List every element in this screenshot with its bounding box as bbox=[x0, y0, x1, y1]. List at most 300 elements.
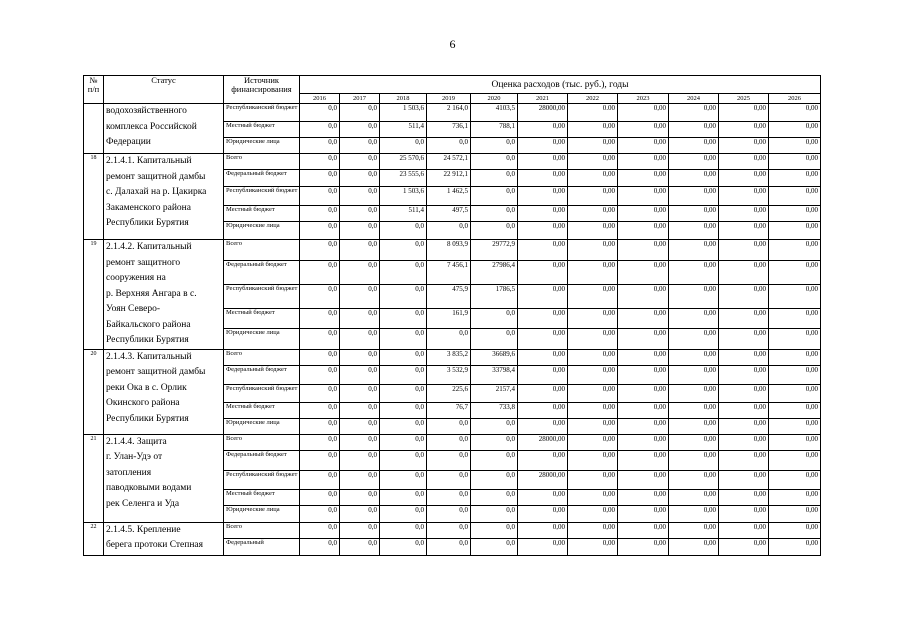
value-cell-2024 bbox=[669, 261, 719, 285]
value-cell-2022 bbox=[568, 170, 618, 187]
status-line: 2.1.4.4. Защита bbox=[106, 436, 167, 447]
value-cell-2026 bbox=[769, 450, 821, 470]
value-cell-2024 bbox=[669, 240, 719, 261]
status-line: ремонт защитной дамбы bbox=[106, 171, 206, 182]
value-text: 0,0 bbox=[506, 329, 515, 338]
value-cell-2016 bbox=[300, 384, 340, 402]
status-cell bbox=[104, 349, 224, 434]
value-text: 0,0 bbox=[328, 222, 337, 230]
value-cell-2024 bbox=[669, 489, 719, 505]
value-text: 0,00 bbox=[805, 122, 818, 130]
value-cell-2016 bbox=[300, 222, 340, 240]
value-text: 0,0 bbox=[415, 522, 424, 531]
value-text: 511,4 bbox=[408, 206, 424, 214]
value-text: 0,00 bbox=[703, 365, 716, 374]
value-text: 0,0 bbox=[328, 170, 337, 178]
value-cell-2023 bbox=[618, 538, 669, 555]
value-text: 0,0 bbox=[459, 505, 468, 514]
value-cell-2025 bbox=[719, 261, 769, 285]
value-cell-2022 bbox=[568, 206, 618, 222]
value-text: 0,00 bbox=[552, 349, 565, 358]
value-text: 0,00 bbox=[703, 187, 716, 195]
value-text: 0,00 bbox=[753, 104, 766, 112]
value-text: 1 503,6 bbox=[403, 187, 424, 195]
value-cell-2026 bbox=[769, 538, 821, 555]
value-cell-2016 bbox=[300, 329, 340, 349]
value-text: 0,0 bbox=[328, 522, 337, 531]
value-text: 0,00 bbox=[703, 309, 716, 318]
value-cell-2017 bbox=[340, 122, 380, 138]
value-cell-2024 bbox=[669, 170, 719, 187]
value-text: 0,0 bbox=[506, 538, 515, 547]
value-cell-2019 bbox=[427, 365, 471, 384]
value-text: 0,00 bbox=[805, 384, 818, 393]
funding-source: Федеральный бюджет bbox=[224, 261, 300, 285]
value-text: 0,00 bbox=[703, 206, 716, 214]
value-text: 0,00 bbox=[703, 470, 716, 479]
value-cell-2016 bbox=[300, 240, 340, 261]
value-text: 0,0 bbox=[459, 470, 468, 479]
value-cell-2023 bbox=[618, 122, 669, 138]
value-cell-2022 bbox=[568, 402, 618, 418]
value-cell-2016 bbox=[300, 402, 340, 418]
value-text: 0,00 bbox=[753, 505, 766, 514]
value-cell-2019 bbox=[427, 122, 471, 138]
value-text: 0,00 bbox=[703, 489, 716, 498]
value-text: 0,0 bbox=[506, 154, 515, 162]
value-cell-2017 bbox=[340, 309, 380, 329]
value-cell-2024 bbox=[669, 470, 719, 489]
value-cell-2016 bbox=[300, 206, 340, 222]
value-cell-2024 bbox=[669, 349, 719, 365]
status-line: ремонт защитного bbox=[106, 257, 181, 268]
value-text: 0,00 bbox=[805, 240, 818, 248]
value-cell-2019 bbox=[427, 285, 471, 309]
value-cell-2018 bbox=[380, 365, 427, 384]
value-cell-2021 bbox=[518, 349, 568, 365]
value-cell-2022 bbox=[568, 450, 618, 470]
year-header-2017: 2017 bbox=[340, 94, 380, 104]
funding-source: Всего bbox=[224, 349, 300, 365]
value-text: 0,0 bbox=[368, 538, 377, 547]
value-text: 0,00 bbox=[703, 349, 716, 358]
value-text: 0,00 bbox=[602, 489, 615, 498]
value-text: 0,0 bbox=[368, 349, 377, 358]
value-cell-2019 bbox=[427, 434, 471, 450]
value-text: 0,00 bbox=[602, 261, 615, 270]
value-cell-2016 bbox=[300, 418, 340, 434]
value-cell-2025 bbox=[719, 402, 769, 418]
value-text: 0,00 bbox=[753, 222, 766, 230]
value-text: 0,0 bbox=[415, 138, 424, 146]
value-text: 0,00 bbox=[653, 261, 666, 270]
value-text: 27986,4 bbox=[492, 261, 515, 270]
value-text: 0,00 bbox=[753, 434, 766, 443]
value-cell-2017 bbox=[340, 434, 380, 450]
page-number: 6 bbox=[449, 37, 456, 51]
value-text: 0,00 bbox=[753, 261, 766, 270]
status-line: затопления bbox=[106, 467, 152, 478]
value-text: 0,0 bbox=[328, 104, 337, 112]
value-cell-2023 bbox=[618, 384, 669, 402]
status-line: берега протоки Степная bbox=[106, 540, 204, 550]
value-cell-2020 bbox=[471, 206, 518, 222]
value-cell-2023 bbox=[618, 309, 669, 329]
value-text: 8 093,9 bbox=[447, 240, 468, 248]
status-line: с. Далахай на р. Цакирка bbox=[106, 187, 207, 197]
value-cell-2026 bbox=[769, 365, 821, 384]
value-cell-2018 bbox=[380, 240, 427, 261]
value-text: 0,00 bbox=[602, 154, 615, 162]
value-text: 0,0 bbox=[328, 450, 337, 459]
value-cell-2026 bbox=[769, 240, 821, 261]
value-cell-2021 bbox=[518, 434, 568, 450]
value-text: 0,00 bbox=[805, 505, 818, 514]
funding-source: Республиканский бюджет bbox=[224, 384, 300, 402]
value-text: 0,0 bbox=[415, 402, 424, 411]
funding-source: Республиканский бюджет bbox=[224, 470, 300, 489]
value-cell-2020 bbox=[471, 450, 518, 470]
value-cell-2017 bbox=[340, 154, 380, 170]
value-text: 7 456,1 bbox=[447, 261, 468, 270]
value-cell-2016 bbox=[300, 505, 340, 522]
value-cell-2024 bbox=[669, 538, 719, 555]
value-cell-2026 bbox=[769, 402, 821, 418]
status-line: комплекса Российской bbox=[106, 121, 197, 132]
funding-source: Всего bbox=[224, 154, 300, 170]
status-cell bbox=[104, 240, 224, 350]
value-text: 0,0 bbox=[415, 538, 424, 547]
value-cell-2021 bbox=[518, 402, 568, 418]
value-text: 161,9 bbox=[452, 309, 468, 318]
value-cell-2016 bbox=[300, 450, 340, 470]
value-text: 0,0 bbox=[506, 505, 515, 514]
funding-source: Местный бюджет bbox=[224, 402, 300, 418]
value-cell-2025 bbox=[719, 418, 769, 434]
value-cell-2024 bbox=[669, 450, 719, 470]
value-cell-2022 bbox=[568, 138, 618, 154]
value-text: 0,0 bbox=[415, 240, 424, 248]
value-text: 3 835,2 bbox=[447, 349, 468, 358]
value-text: 0,0 bbox=[368, 384, 377, 393]
value-cell-2023 bbox=[618, 285, 669, 309]
value-text: 0,0 bbox=[368, 329, 377, 338]
value-text: 0,0 bbox=[415, 450, 424, 459]
value-text: 0,00 bbox=[805, 450, 818, 459]
value-text: 0,00 bbox=[602, 418, 615, 427]
value-cell-2019 bbox=[427, 402, 471, 418]
value-cell-2023 bbox=[618, 470, 669, 489]
value-text: 24 572,1 bbox=[443, 154, 468, 162]
value-cell-2020 bbox=[471, 489, 518, 505]
value-text: 1 503,6 bbox=[403, 104, 424, 112]
value-cell-2021 bbox=[518, 206, 568, 222]
value-text: 0.00 bbox=[602, 104, 615, 112]
value-text: 0,00 bbox=[753, 522, 766, 531]
value-cell-2021 bbox=[518, 329, 568, 349]
value-text: 0,00 bbox=[753, 138, 766, 146]
value-text: 0,0 bbox=[506, 434, 515, 443]
value-text: 0,0 bbox=[415, 434, 424, 443]
value-cell-2016 bbox=[300, 285, 340, 309]
value-text: 0,00 bbox=[653, 365, 666, 374]
value-text: 0,0 bbox=[328, 329, 337, 338]
value-cell-2021 bbox=[518, 154, 568, 170]
value-text: 0,0 bbox=[415, 222, 424, 230]
value-cell-2020 bbox=[471, 522, 518, 538]
value-text: 0,00 bbox=[552, 402, 565, 411]
value-cell-2024 bbox=[669, 104, 719, 122]
value-text: 0,0 bbox=[415, 489, 424, 498]
value-cell-2020 bbox=[471, 222, 518, 240]
value-text: 0,00 bbox=[602, 329, 615, 338]
funding-source: Федеральный бюджет bbox=[224, 450, 300, 470]
value-text: 0,00 bbox=[805, 187, 818, 195]
value-cell-2022 bbox=[568, 285, 618, 309]
value-cell-2025 bbox=[719, 384, 769, 402]
status-line: 2.1.4.5. Крепление bbox=[106, 524, 181, 535]
value-cell-2023 bbox=[618, 329, 669, 349]
value-text: 0,00 bbox=[552, 285, 565, 294]
value-text: 33798,4 bbox=[492, 365, 515, 374]
value-cell-2021 bbox=[518, 285, 568, 309]
value-cell-2024 bbox=[669, 365, 719, 384]
value-cell-2026 bbox=[769, 384, 821, 402]
value-text: 0,00 bbox=[703, 329, 716, 338]
year-header-2019: 2019 bbox=[427, 94, 471, 104]
value-cell-2022 bbox=[568, 222, 618, 240]
value-text: 0,00 bbox=[753, 309, 766, 318]
value-text: 0,00 bbox=[552, 489, 565, 498]
status-cell bbox=[104, 522, 224, 555]
value-cell-2019 bbox=[427, 538, 471, 555]
value-cell-2026 bbox=[769, 261, 821, 285]
value-text: 0,00 bbox=[552, 187, 565, 195]
value-text: 0,00 bbox=[805, 261, 818, 270]
value-cell-2026 bbox=[769, 206, 821, 222]
funding-source: Республиканский бюджет bbox=[224, 104, 300, 122]
value-cell-2020 bbox=[471, 170, 518, 187]
value-cell-2017 bbox=[340, 206, 380, 222]
value-text: 0,00 bbox=[653, 329, 666, 338]
value-cell-2019 bbox=[427, 222, 471, 240]
value-cell-2017 bbox=[340, 505, 380, 522]
value-cell-2022 bbox=[568, 122, 618, 138]
value-text: 0,00 bbox=[753, 170, 766, 178]
value-cell-2022 bbox=[568, 309, 618, 329]
value-text: 0,00 bbox=[552, 384, 565, 393]
value-text: 0,00 bbox=[703, 384, 716, 393]
value-text: 0,00 bbox=[653, 402, 666, 411]
value-cell-2017 bbox=[340, 522, 380, 538]
value-text: 0,00 bbox=[753, 285, 766, 294]
value-cell-2019 bbox=[427, 329, 471, 349]
table-row bbox=[84, 522, 821, 538]
value-cell-2017 bbox=[340, 538, 380, 555]
value-text: 0,00 bbox=[805, 170, 818, 178]
header-estimate: Оценка расходов (тыс. руб.), годы bbox=[300, 76, 821, 94]
value-text: 0,00 bbox=[753, 402, 766, 411]
value-cell-2026 bbox=[769, 138, 821, 154]
value-text: 0,0 bbox=[328, 122, 337, 130]
value-cell-2021 bbox=[518, 538, 568, 555]
value-text: 0,0 bbox=[506, 522, 515, 531]
status-line: Республики Бурятия bbox=[106, 413, 189, 424]
value-text: 0,00 bbox=[805, 418, 818, 427]
value-cell-2017 bbox=[340, 104, 380, 122]
value-cell-2025 bbox=[719, 187, 769, 206]
year-header-2020: 2020 bbox=[471, 94, 518, 104]
value-cell-2019 bbox=[427, 384, 471, 402]
value-text: 0,0 bbox=[459, 138, 468, 146]
value-text: 0,0 bbox=[415, 261, 424, 270]
value-cell-2021 bbox=[518, 309, 568, 329]
value-cell-2016 bbox=[300, 470, 340, 489]
value-text: 0,00 bbox=[805, 154, 818, 162]
value-text: 0,00 bbox=[552, 261, 565, 270]
value-text: 0,0 bbox=[415, 470, 424, 479]
value-text: 0,00 bbox=[805, 522, 818, 531]
value-text: 0,0 bbox=[328, 470, 337, 479]
value-text: 0,00 bbox=[805, 285, 818, 294]
value-text: 0,0 bbox=[459, 522, 468, 531]
value-cell-2026 bbox=[769, 522, 821, 538]
header-status: Статус bbox=[104, 76, 224, 104]
value-text: 0,0 bbox=[415, 329, 424, 338]
value-cell-2025 bbox=[719, 489, 769, 505]
value-text: 0,0 bbox=[459, 434, 468, 443]
value-text: 0,00 bbox=[653, 489, 666, 498]
value-text: 0,0 bbox=[368, 170, 377, 178]
value-text: 0,0 bbox=[459, 538, 468, 547]
value-cell-2024 bbox=[669, 522, 719, 538]
value-cell-2024 bbox=[669, 384, 719, 402]
value-text: 0,00 bbox=[602, 384, 615, 393]
value-text: 0,0 bbox=[368, 285, 377, 294]
value-cell-2022 bbox=[568, 187, 618, 206]
value-cell-2017 bbox=[340, 170, 380, 187]
value-cell-2017 bbox=[340, 470, 380, 489]
value-cell-2017 bbox=[340, 402, 380, 418]
funding-source: Федеральный бюджет bbox=[224, 365, 300, 384]
value-cell-2026 bbox=[769, 285, 821, 309]
value-cell-2022 bbox=[568, 329, 618, 349]
value-text: 0,00 bbox=[753, 154, 766, 162]
status-line: сооружения на bbox=[106, 273, 166, 283]
value-cell-2018 bbox=[380, 384, 427, 402]
value-cell-2025 bbox=[719, 365, 769, 384]
funding-source: Юридические лица bbox=[224, 329, 300, 349]
value-cell-2019 bbox=[427, 522, 471, 538]
value-cell-2025 bbox=[719, 122, 769, 138]
status-line: реки Ока в с. Орлик bbox=[106, 382, 187, 393]
value-text: 0,00 bbox=[703, 538, 716, 547]
value-text: 0,0 bbox=[328, 418, 337, 427]
funding-source: Юридические лица bbox=[224, 505, 300, 522]
value-cell-2023 bbox=[618, 349, 669, 365]
value-text: 736,1 bbox=[452, 122, 468, 130]
value-text: 0,0 bbox=[368, 138, 377, 146]
value-text: 36689,6 bbox=[492, 349, 515, 358]
value-cell-2025 bbox=[719, 104, 769, 122]
value-cell-2021 bbox=[518, 138, 568, 154]
value-cell-2026 bbox=[769, 309, 821, 329]
value-cell-2023 bbox=[618, 365, 669, 384]
value-cell-2019 bbox=[427, 261, 471, 285]
value-text: 0,0 bbox=[368, 206, 377, 214]
value-text: 0,00 bbox=[552, 170, 565, 178]
value-text: 0,00 bbox=[653, 309, 666, 318]
value-text: 0,00 bbox=[653, 285, 666, 294]
value-text: 0,00 bbox=[703, 222, 716, 230]
value-cell-2017 bbox=[340, 261, 380, 285]
value-text: 0,00 bbox=[703, 170, 716, 178]
value-cell-2024 bbox=[669, 434, 719, 450]
value-text: 0,00 bbox=[602, 538, 615, 547]
value-text: 0,00 bbox=[703, 434, 716, 443]
value-cell-2023 bbox=[618, 222, 669, 240]
value-cell-2024 bbox=[669, 402, 719, 418]
value-text: 788,1 bbox=[499, 122, 515, 130]
status-line: водохозяйственного bbox=[106, 106, 187, 116]
header-source: Источник финансирования bbox=[224, 76, 300, 104]
value-cell-2021 bbox=[518, 240, 568, 261]
value-text: 0,00 bbox=[753, 384, 766, 393]
value-cell-2017 bbox=[340, 384, 380, 402]
value-cell-2025 bbox=[719, 450, 769, 470]
value-cell-2025 bbox=[719, 505, 769, 522]
value-text: 1786,5 bbox=[495, 285, 515, 294]
value-cell-2021 bbox=[518, 365, 568, 384]
value-cell-2022 bbox=[568, 470, 618, 489]
status-line: Окинского района bbox=[106, 398, 180, 408]
value-text: 28000,00 bbox=[538, 434, 565, 443]
value-text: 0,00 bbox=[753, 206, 766, 214]
value-text: 0,00 bbox=[602, 285, 615, 294]
value-text: 0,0 bbox=[415, 349, 424, 358]
value-cell-2025 bbox=[719, 522, 769, 538]
value-text: 0,00 bbox=[552, 222, 565, 230]
value-text: 0,0 bbox=[506, 309, 515, 318]
value-cell-2017 bbox=[340, 240, 380, 261]
value-cell-2021 bbox=[518, 522, 568, 538]
table-row bbox=[84, 240, 821, 261]
value-cell-2018 bbox=[380, 418, 427, 434]
value-cell-2024 bbox=[669, 206, 719, 222]
value-text: 0,0 bbox=[459, 418, 468, 427]
value-cell-2024 bbox=[669, 122, 719, 138]
value-cell-2019 bbox=[427, 349, 471, 365]
value-text: 0,0 bbox=[328, 434, 337, 443]
value-text: 0,00 bbox=[602, 206, 615, 214]
value-cell-2018 bbox=[380, 450, 427, 470]
value-text: 0,0 bbox=[415, 365, 424, 374]
value-text: 0,00 bbox=[703, 505, 716, 514]
value-text: 0,00 bbox=[805, 222, 818, 230]
value-cell-2021 bbox=[518, 384, 568, 402]
status-line: ремонт защитной дамбы bbox=[106, 367, 206, 377]
value-cell-2021 bbox=[518, 489, 568, 505]
value-cell-2020 bbox=[471, 122, 518, 138]
value-cell-2017 bbox=[340, 365, 380, 384]
value-cell-2018 bbox=[380, 104, 427, 122]
value-cell-2022 bbox=[568, 240, 618, 261]
value-text: 0,0 bbox=[368, 187, 377, 195]
value-text: 0,00 bbox=[805, 365, 818, 374]
value-cell-2021 bbox=[518, 505, 568, 522]
value-text: 0,0 bbox=[328, 309, 337, 318]
value-text: 0,00 bbox=[602, 505, 615, 514]
